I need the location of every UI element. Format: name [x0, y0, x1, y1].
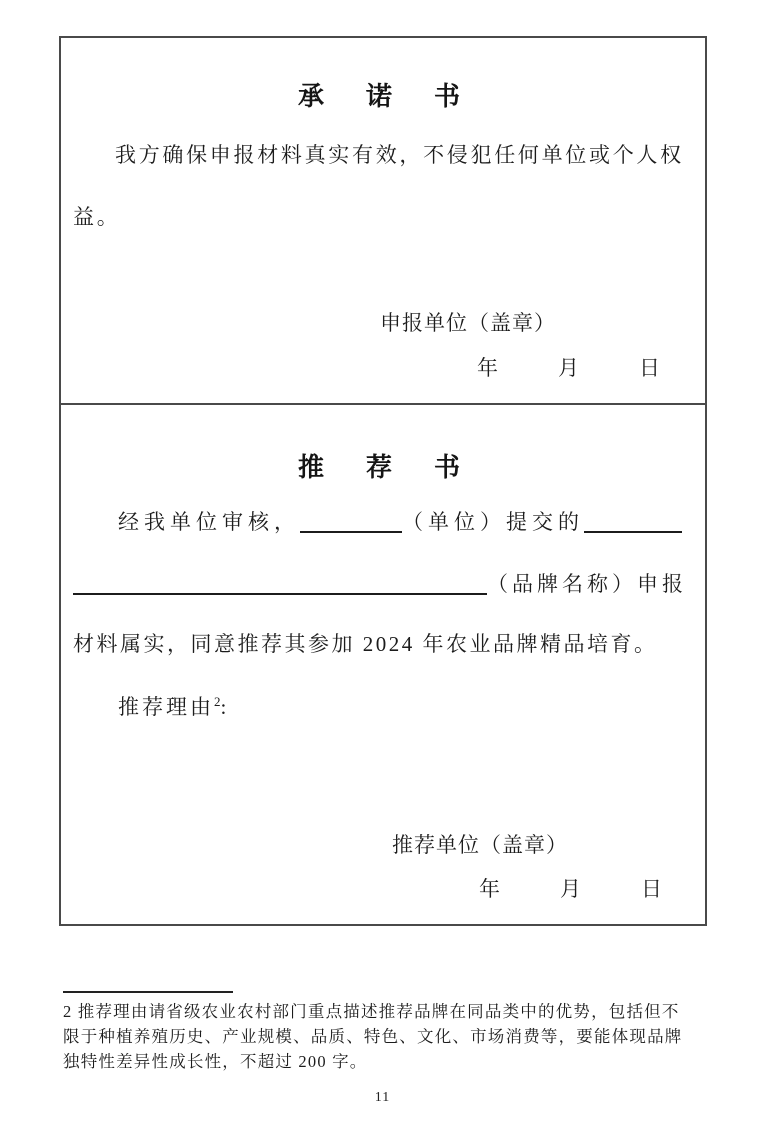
- recommendation-letter-box: [59, 405, 707, 926]
- footnote-line: 2 推荐理由请省级农业农村部门重点描述推荐品牌在同品类中的优势，包括但不: [63, 1002, 680, 1021]
- footnote-line: 独特性差异性成长性，不超过 200 字。: [63, 1052, 368, 1071]
- commitment-letter-box: [59, 36, 707, 405]
- recommendation-sentence-line1: [118, 506, 682, 536]
- recommendation-reason-line: [118, 691, 229, 721]
- commitment-body-line1: 我方确保申报材料真实有效，不侵犯任何单位或个人权: [115, 143, 684, 167]
- recommendation-date-line: 年 月 日: [479, 877, 668, 901]
- footnote-line: 限于种植养殖历史、产业规模、品质、特色、文化、市场消费等，要能体现品牌: [63, 1027, 683, 1046]
- commitment-body-line2: 益。: [73, 205, 121, 229]
- unit-name-blank: [300, 509, 402, 533]
- footnote: [63, 999, 703, 1074]
- page-number: 11: [374, 1090, 391, 1105]
- recommendation-brand-suffix: （品牌名称）申报: [487, 572, 687, 596]
- reason-footnote-marker: 2: [214, 694, 221, 709]
- brand-name-blank-continue: [73, 571, 487, 595]
- recommendation-sentence-lead: 经我单位审核，: [118, 510, 300, 534]
- commitment-signature-label: 申报单位（盖章）: [380, 311, 556, 335]
- reason-label: 推荐理由: [118, 695, 214, 719]
- recommendation-unit-suffix: （单位）提交的: [402, 510, 584, 534]
- recommendation-title: 推 荐 书: [297, 453, 468, 482]
- brand-name-blank-start: [584, 509, 682, 533]
- recommendation-signature-label: 推荐单位（盖章）: [392, 833, 568, 857]
- recommendation-sentence-line3: 材料属实，同意推荐其参加 2024 年农业品牌精品培育。: [73, 632, 658, 656]
- commitment-title: 承 诺 书: [297, 82, 468, 111]
- reason-colon: :: [220, 695, 230, 719]
- commitment-date-line: 年 月 日: [477, 356, 666, 380]
- recommendation-sentence-line2: [73, 568, 687, 598]
- footnote-separator-rule: [63, 991, 233, 993]
